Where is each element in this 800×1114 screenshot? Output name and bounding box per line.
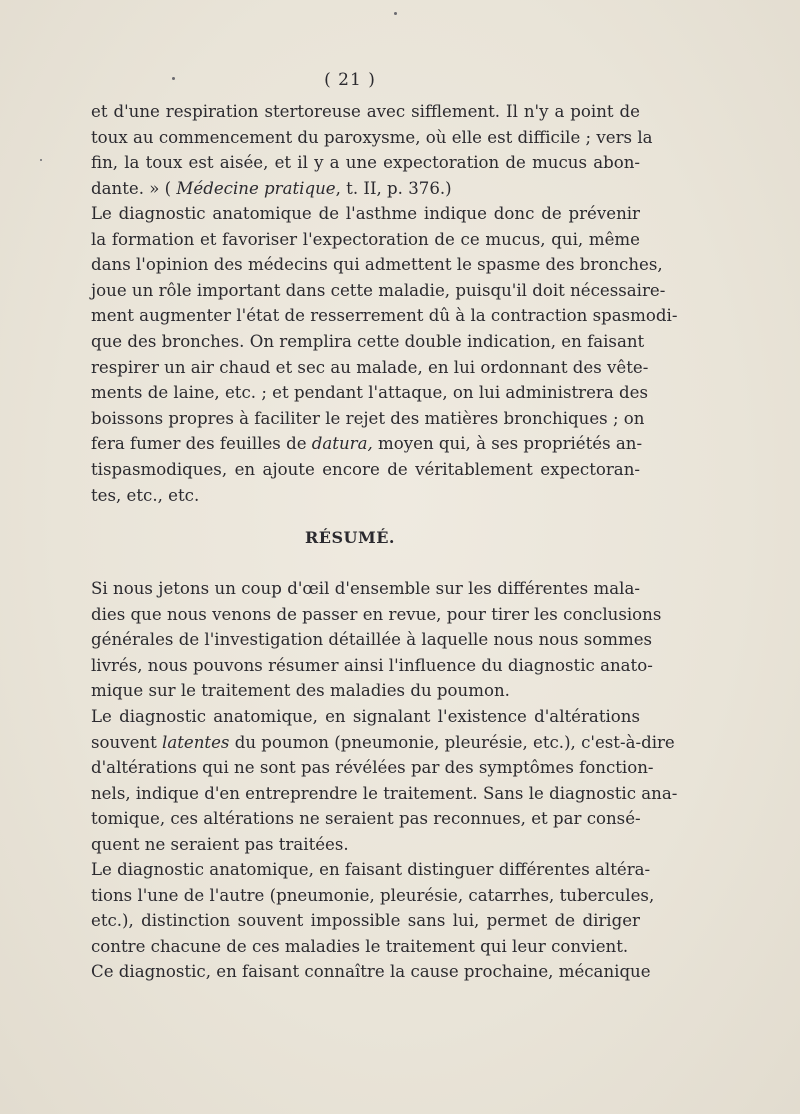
text-line: Si nous jetons un coup d'œil d'ensemble sur les différentes mala- bbox=[91, 579, 640, 598]
text-line: boissons propres à faciliter le rejet des matières bronchiques ; on bbox=[91, 408, 645, 428]
text-line: quent ne seraient pas traitées. bbox=[91, 834, 349, 854]
text-line: tes, etc., etc. bbox=[91, 485, 200, 505]
italic-term: latentes bbox=[162, 732, 230, 752]
text-line: Le diagnostic anatomique, en signalant l'existence d'altérations bbox=[91, 707, 640, 726]
text-line bbox=[91, 730, 675, 756]
text-line: contre chacune de ces maladies le traitement qui leur convient. bbox=[91, 936, 629, 956]
text-fragment: moyen qui, à ses propriétés an- bbox=[372, 434, 643, 454]
text-line: toux au commencement du paroxysme, où elle est difficile ; vers la bbox=[91, 127, 653, 147]
text-line: joue un rôle important dans cette maladie, puisqu'il doit nécessaire- bbox=[91, 280, 666, 300]
text-line: que des bronches. On remplira cette double indication, en faisant bbox=[91, 331, 645, 351]
italic-term: datura, bbox=[311, 434, 373, 454]
page-number: ( 21 ) bbox=[324, 70, 376, 90]
text-line: Le diagnostic anatomique de l'asthme indique donc de prévenir bbox=[91, 204, 640, 223]
text-line: et d'une respiration stertoreuse avec sifflement. Il n'y a point de bbox=[91, 102, 640, 121]
text-line: dies que nous venons de passer en revue, pour tirer les conclusions bbox=[91, 604, 662, 624]
paragraph-asthma-treatment bbox=[91, 201, 678, 508]
text-line: tispasmodiques, en ajoute encore de véritablement expectoran- bbox=[91, 459, 640, 479]
text-line: Le diagnostic anatomique, en faisant distinguer différentes altéra- bbox=[91, 860, 651, 879]
text-line bbox=[91, 176, 640, 202]
ink-speck bbox=[40, 159, 42, 161]
text-line: ments de laine, etc. ; et pendant l'attaque, on lui administrera des bbox=[91, 383, 648, 403]
text-fragment: du poumon (pneumonie, pleurésie, etc.), c'est-à-dire bbox=[229, 732, 675, 752]
text-line: fin, la toux est aisée, et il y a une expectoration de mucus abon- bbox=[91, 153, 640, 173]
text-line: Ce diagnostic, en faisant connaître la cause prochaine, mécanique bbox=[91, 962, 651, 981]
text-fragment: dante. » ( bbox=[91, 178, 177, 198]
text-line: nels, indique d'en entreprendre le traitement. Sans le diagnostic ana- bbox=[91, 783, 678, 803]
text-line: etc.), distinction souvent impossible sans lui, permet de diriger bbox=[91, 911, 640, 931]
paragraph-summary-intro bbox=[91, 576, 662, 704]
text-line: livrés, nous pouvons résumer ainsi l'influence du diagnostic anato- bbox=[91, 655, 653, 675]
paragraph-cause bbox=[91, 959, 651, 985]
text-fragment: , t. II, p. 376.) bbox=[335, 178, 452, 198]
text-fragment: fera fumer des feuilles de bbox=[91, 434, 312, 454]
text-line: la formation et favoriser l'expectoration de ce mucus, qui, même bbox=[91, 229, 640, 249]
text-line: ment augmenter l'état de resserrement dû à la contraction spasmodi- bbox=[91, 306, 678, 326]
text-line: d'altérations qui ne sont pas révélées par des symptômes fonction- bbox=[91, 758, 654, 778]
ink-speck bbox=[172, 77, 175, 80]
ink-speck bbox=[394, 12, 397, 15]
text-line: respirer un air chaud et sec au malade, en lui ordonnant des vête- bbox=[91, 357, 649, 377]
text-line: tions l'une de l'autre (pneumonie, pleurésie, catarrhes, tubercules, bbox=[91, 885, 655, 905]
citation-title: Médecine pratique bbox=[176, 178, 336, 198]
paragraph-latent-alterations bbox=[91, 704, 678, 858]
text-line: tomique, ces altérations ne seraient pas reconnues, et par consé- bbox=[91, 809, 641, 829]
text-line: mique sur le traitement des maladies du poumon. bbox=[91, 681, 510, 701]
text-fragment: souvent bbox=[91, 732, 163, 752]
paragraph-distinction bbox=[91, 857, 655, 959]
section-heading: RÉSUMÉ. bbox=[305, 528, 395, 547]
text-line: dans l'opinion des médecins qui admettent le spasme des bronches, bbox=[91, 255, 663, 275]
paragraph-continuation bbox=[91, 99, 653, 201]
text-line: générales de l'investigation détaillée à laquelle nous nous sommes bbox=[91, 630, 653, 650]
text-line bbox=[91, 431, 643, 457]
